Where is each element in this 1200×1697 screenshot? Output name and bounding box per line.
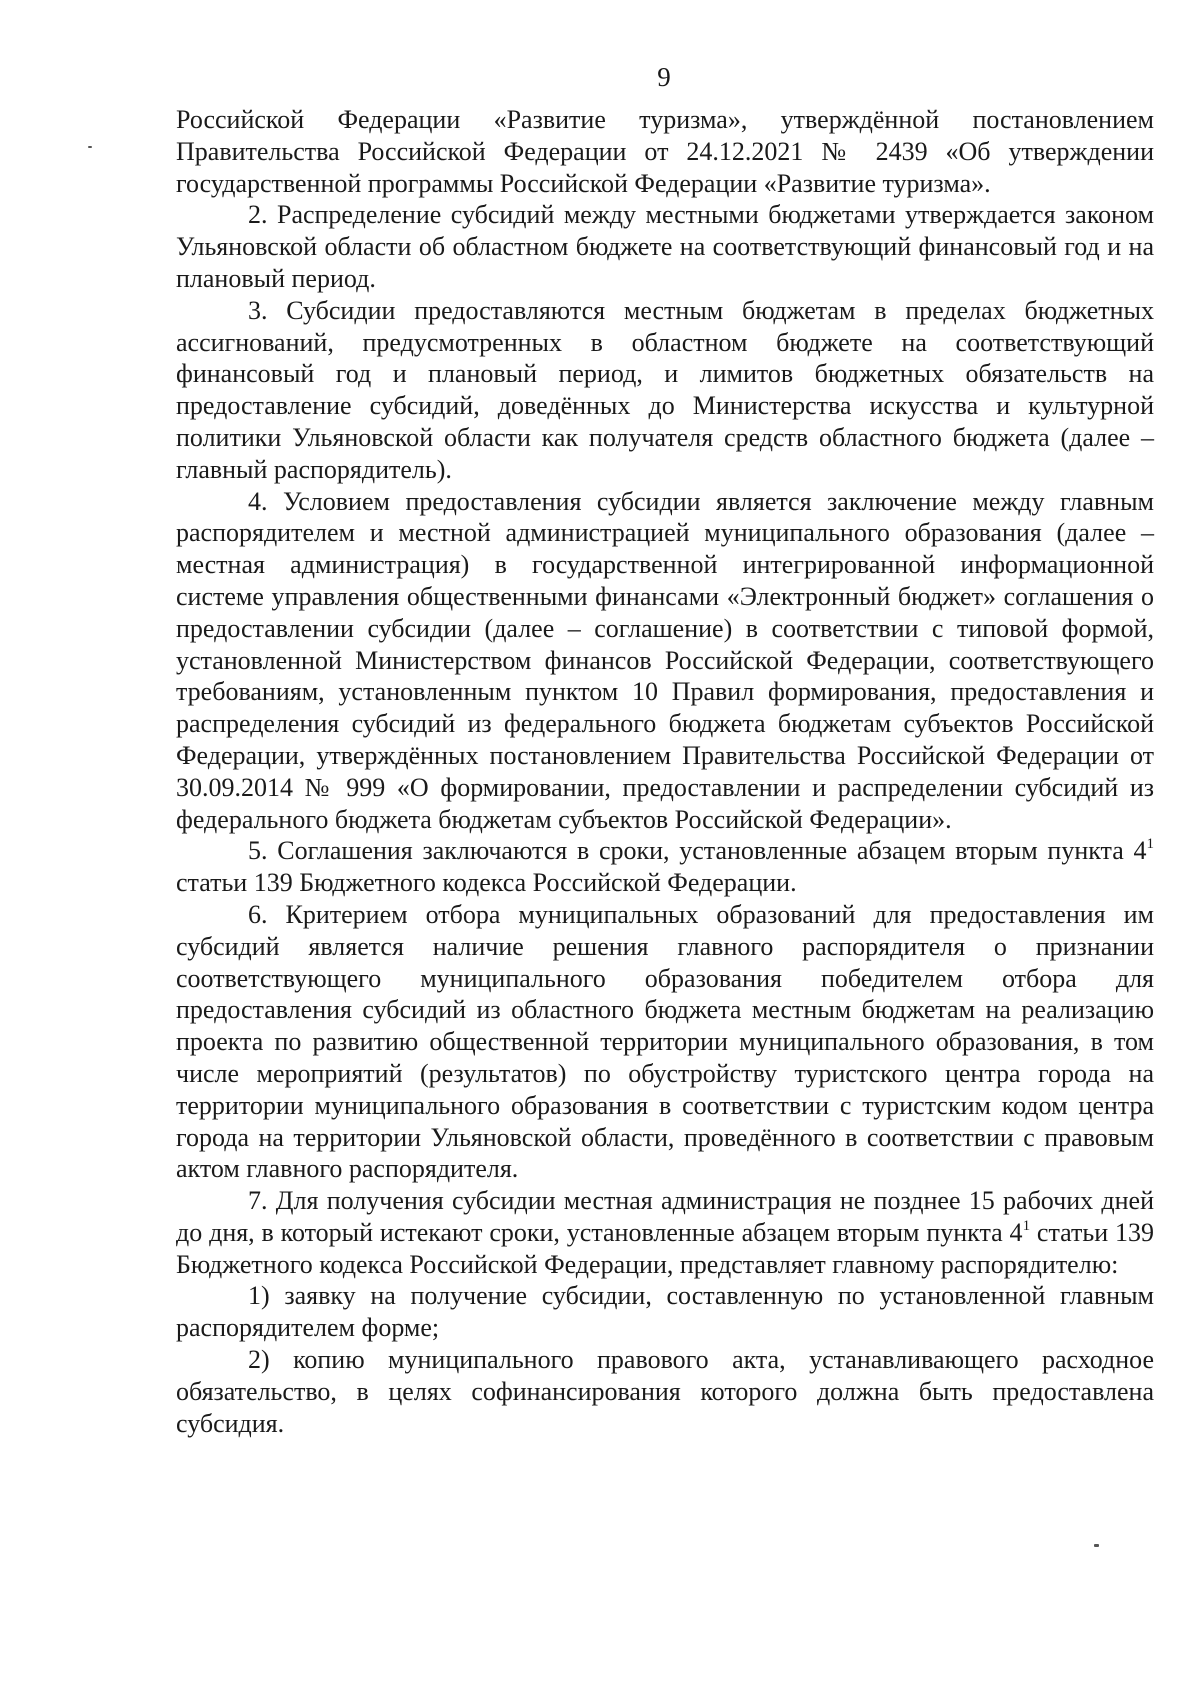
paragraph-item-6: 6. Критерием отбора муниципальных образований для предоставления им субсидий является наличие решения главного распорядителя о признании соответствующего муниципального образования победителем отбора для предоставления субсидий из областного бюджета местным бюджетам на реализацию проекта по развитию общественной территории муниципального образования, в том числе мероприятий (результатов) по обустройству туристского центра города на территории муниципального образования в соответствии с туристским кодом центра города на территории Ульяновской области, проведённого в соответствии с правовым актом главного распорядителя. (176, 899, 1154, 1184)
paragraph-item-5 (176, 835, 1154, 899)
paragraph-item-7-text-end: статьи 139 Бюджетного кодекса Российской Федерации, представляет главному распорядителю: (176, 1217, 1154, 1279)
superscript: 1 (1022, 1217, 1031, 1234)
scan-speck (88, 146, 92, 148)
superscript: 1 (1146, 836, 1154, 853)
subitem-1: 1) заявку на получение субсидии, составленную по установленной главным распорядителем форме; (176, 1281, 1154, 1343)
paragraph-item-5-text-end: статьи 139 Бюджетного кодекса Российской Федерации. (176, 868, 797, 898)
scan-speck (1094, 1544, 1099, 1547)
document-body (176, 104, 1154, 1439)
paragraph-item-5-text: 5. Соглашения заключаются в сроки, установленные абзацем вторым пункта 4 (248, 836, 1147, 866)
paragraph-item-7 (176, 1185, 1154, 1280)
page-number: 9 (657, 62, 671, 92)
paragraph-item-2: 2. Распределение субсидий между местными бюджетами утверждается законом Ульяновской области об областном бюджете на соответствующий финансовый год и на плановый период. (176, 200, 1154, 293)
paragraph-item-3: 3. Субсидии предоставляются местным бюджетам в пределах бюджетных ассигнований, предусмотренных в областном бюджете на соответствующий финансовый год и плановый период, и лимитов бюджетных обязательств на предоставление субсидий, доведённых до Министерства искусства и культурной политики Ульяновской области как получателя средств областного бюджета (далее – главный распорядитель). (176, 295, 1154, 484)
paragraph-continuation: Российской Федерации «Развитие туризма», утверждённой постановлением Правительства Российской Федерации от 24.12.2021 № 2439 «Об утверждении государственной программы Российской Федерации «Развитие туризма». (176, 105, 1154, 198)
subitem-2: 2) копию муниципального правового акта, устанавливающего расходное обязательство, в целях софинансирования которого должна быть предоставлена субсидия. (176, 1345, 1154, 1438)
paragraph-item-4: 4. Условием предоставления субсидии является заключение между главным распорядителем и местной администрацией муниципального образования (далее – местная администрация) в государственной интегрированной информационной системе управления общественными финансами «Электронный бюджет» соглашения о предоставлении субсидии (далее – соглашение) в соответствии с типовой формой, установленной Министерством финансов Российской Федерации, соответствующего требованиям, установленным пунктом 10 Правил формирования, предоставления и распределения субсидий из федерального бюджета бюджетам субъектов Российской Федерации, утверждённых постановлением Правительства Российской Федерации от 30.09.2014 № 999 «О формировании, предоставлении и распределении субсидий из федерального бюджета бюджетам субъектов Российской Федерации». (176, 486, 1154, 834)
paragraph-item-7-text: 7. Для получения субсидии местная администрация не позднее 15 рабочих дней до дня, в который истекают сроки, установленные абзацем вторым пункта 4 (176, 1186, 1154, 1247)
